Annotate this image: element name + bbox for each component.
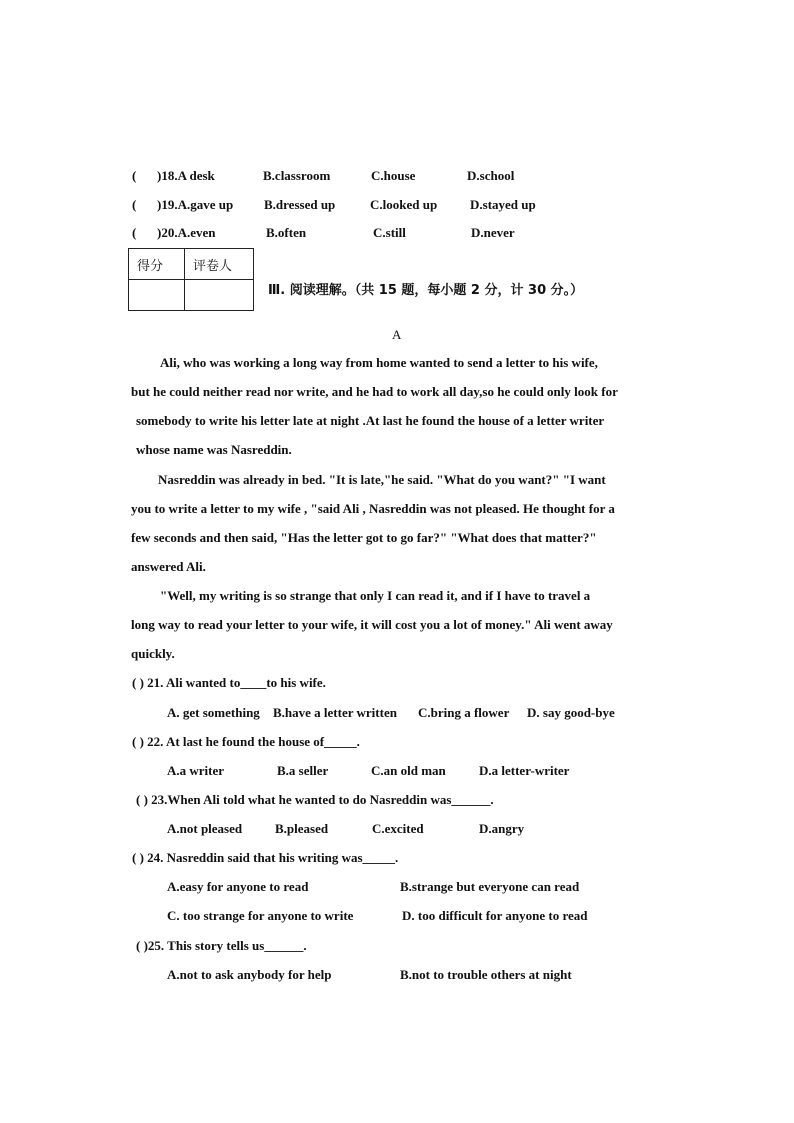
question-paren: ( <box>132 225 137 240</box>
option-d: D.stayed up <box>470 197 536 212</box>
option-c: C.an old man <box>371 763 446 778</box>
option-c: C.bring a flower <box>418 705 510 720</box>
option-c: C.house <box>371 168 416 183</box>
question-paren: ( <box>132 197 137 212</box>
option-b: B.have a letter written <box>273 705 397 720</box>
question-stem: ( ) 22. At last he found the house of_____. <box>132 734 360 749</box>
option-a: A.a writer <box>167 763 225 778</box>
passage-line: answered Ali. <box>131 559 206 574</box>
score-header: 得分 <box>129 249 185 280</box>
option-c: C.looked up <box>370 197 438 212</box>
passage-line: quickly. <box>131 646 175 661</box>
option-a: )20.A.even <box>157 225 216 240</box>
passage-line: "Well, my writing is so strange that only I can read it, and if I have to travel a <box>160 588 591 603</box>
option-b: B.often <box>266 225 307 240</box>
option-d: D.school <box>467 168 515 183</box>
option-a: )19.A.gave up <box>157 197 234 212</box>
option-b: B.pleased <box>275 821 329 836</box>
option-d: D. say good-bye <box>527 705 615 720</box>
option-c: C.excited <box>372 821 424 836</box>
question-stem: ( )25. This story tells us______. <box>136 938 307 953</box>
option-a: A.easy for anyone to read <box>167 879 309 894</box>
score-table <box>128 248 254 311</box>
score-cell <box>129 280 185 311</box>
passage-label: A <box>392 327 402 342</box>
option-c: C. too strange for anyone to write <box>167 908 354 923</box>
passage-line: few seconds and then said, "Has the letter got to go far?" "What does that matter?" <box>131 530 597 545</box>
grader-header: 评卷人 <box>185 249 254 280</box>
grader-cell <box>185 280 254 311</box>
option-b: B.a seller <box>277 763 329 778</box>
option-d: D. too difficult for anyone to read <box>402 908 588 923</box>
passage-line: whose name was Nasreddin. <box>136 442 292 457</box>
option-a: A. get something <box>167 705 260 720</box>
question-stem: ( ) 21. Ali wanted to____to his wife. <box>132 675 326 690</box>
option-b: B.strange but everyone can read <box>400 879 580 894</box>
passage-line: long way to read your letter to your wife, it will cost you a lot of money." Ali went away <box>131 617 613 632</box>
option-b: B.dressed up <box>264 197 336 212</box>
question-paren: ( <box>132 168 137 183</box>
option-d: D.never <box>471 225 515 240</box>
passage-line: but he could neither read nor write, and he had to work all day,so he could only look for <box>131 384 618 399</box>
passage-line: Ali, who was working a long way from home wanted to send a letter to his wife, <box>160 355 598 370</box>
question-stem: ( ) 23.When Ali told what he wanted to do Nasreddin was______. <box>136 792 494 807</box>
option-b: B.classroom <box>263 168 331 183</box>
option-c: C.still <box>373 225 406 240</box>
option-a: A.not to ask anybody for help <box>167 967 332 982</box>
passage-line: Nasreddin was already in bed. "It is late,"he said. "What do you want?" "I want <box>158 472 606 487</box>
option-a: A.not pleased <box>167 821 243 836</box>
section-title: Ⅲ. 阅读理解。（共 15 题，每小题 2 分，计 30 分。） <box>268 283 584 298</box>
option-a: )18.A desk <box>157 168 215 183</box>
option-d: D.a letter-writer <box>479 763 570 778</box>
option-b: B.not to trouble others at night <box>400 967 572 982</box>
question-stem: ( ) 24. Nasreddin said that his writing was_____. <box>132 850 399 865</box>
passage-line: you to write a letter to my wife , "said Ali , Nasreddin was not pleased. He thought for a <box>131 501 615 516</box>
passage-line: somebody to write his letter late at night .At last he found the house of a letter writer <box>136 413 605 428</box>
option-d: D.angry <box>479 821 525 836</box>
